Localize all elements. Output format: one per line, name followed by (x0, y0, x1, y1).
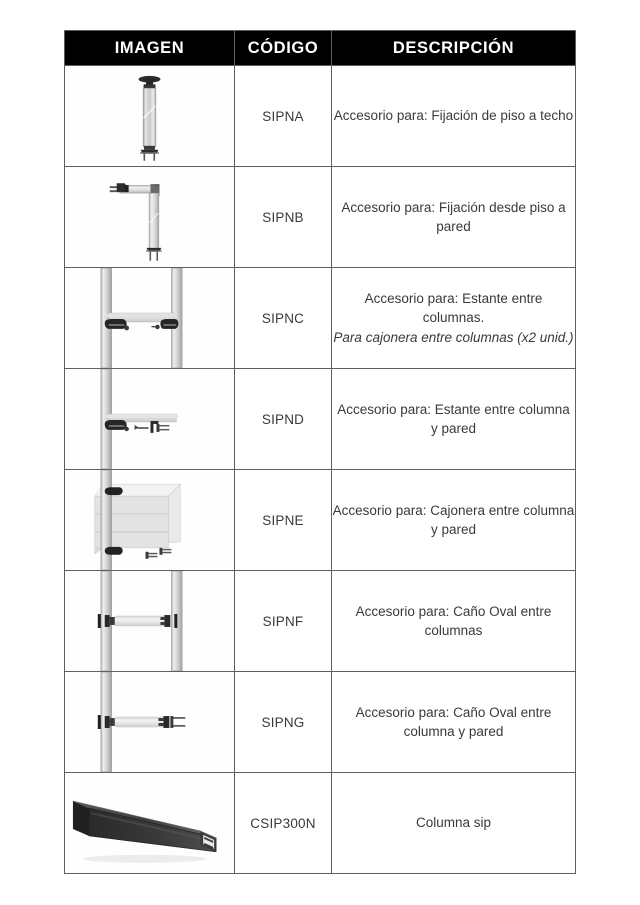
product-image-cell (65, 268, 235, 369)
description-text: Accesorio para: Caño Oval entre columnas (355, 603, 552, 638)
product-description (332, 66, 576, 167)
product-description (332, 571, 576, 672)
product-code: SIPNF (235, 571, 332, 672)
table-row (65, 369, 576, 470)
product-description (332, 369, 576, 470)
figure-oval-tube-column-to-wall (65, 672, 234, 772)
figure-column-floor-to-wall-elbow (65, 167, 234, 267)
figure-column-floor-to-ceiling (65, 66, 234, 166)
table-row (65, 167, 576, 268)
product-code: SIPNE (235, 470, 332, 571)
accessories-table (64, 30, 576, 874)
table-body (65, 66, 576, 874)
column-header-description: DESCRIPCIÓN (332, 31, 576, 66)
product-image-cell (65, 773, 235, 874)
table-header (65, 31, 576, 66)
product-image-cell (65, 571, 235, 672)
product-description (332, 268, 576, 369)
table-row (65, 672, 576, 773)
product-image-cell (65, 167, 235, 268)
table-row (65, 470, 576, 571)
table-row (65, 773, 576, 874)
product-code: CSIP300N (235, 773, 332, 874)
table-row (65, 571, 576, 672)
product-code: SIPNC (235, 268, 332, 369)
product-image-cell (65, 470, 235, 571)
product-description (332, 167, 576, 268)
description-text: Accesorio para: Caño Oval entre columna y pared (355, 704, 552, 739)
table-header-row (65, 31, 576, 66)
product-image-cell (65, 369, 235, 470)
figure-oval-tube-between-columns (65, 571, 234, 671)
column-header-code: CÓDIGO (235, 31, 332, 66)
product-description (332, 672, 576, 773)
figure-black-column-profile (65, 773, 234, 873)
figure-drawer-unit-column-to-wall (65, 470, 234, 570)
description-text: Accesorio para: Fijación desde piso a pared (341, 199, 566, 234)
table-row (65, 66, 576, 167)
product-code: SIPND (235, 369, 332, 470)
column-header-image: IMAGEN (65, 31, 235, 66)
figure-shelf-between-columns (65, 268, 234, 368)
description-text: Accesorio para: Estante entre columnas. (364, 291, 543, 326)
product-image-cell (65, 66, 235, 167)
product-code: SIPNB (235, 167, 332, 268)
product-code: SIPNA (235, 66, 332, 167)
product-image-cell (65, 672, 235, 773)
description-note: Para cajonera entre columnas (x2 unid.) (333, 329, 574, 345)
description-text: Accesorio para: Cajonera entre columna y pared (332, 502, 575, 537)
figure-shelf-column-to-wall (65, 369, 234, 469)
description-text: Columna sip (415, 815, 492, 831)
product-description (332, 470, 576, 571)
description-text: Accesorio para: Estante entre columna y pared (337, 401, 570, 436)
product-description (332, 773, 576, 874)
table-row (65, 268, 576, 369)
product-code: SIPNG (235, 672, 332, 773)
description-text: Accesorio para: Fijación de piso a techo (333, 108, 574, 124)
